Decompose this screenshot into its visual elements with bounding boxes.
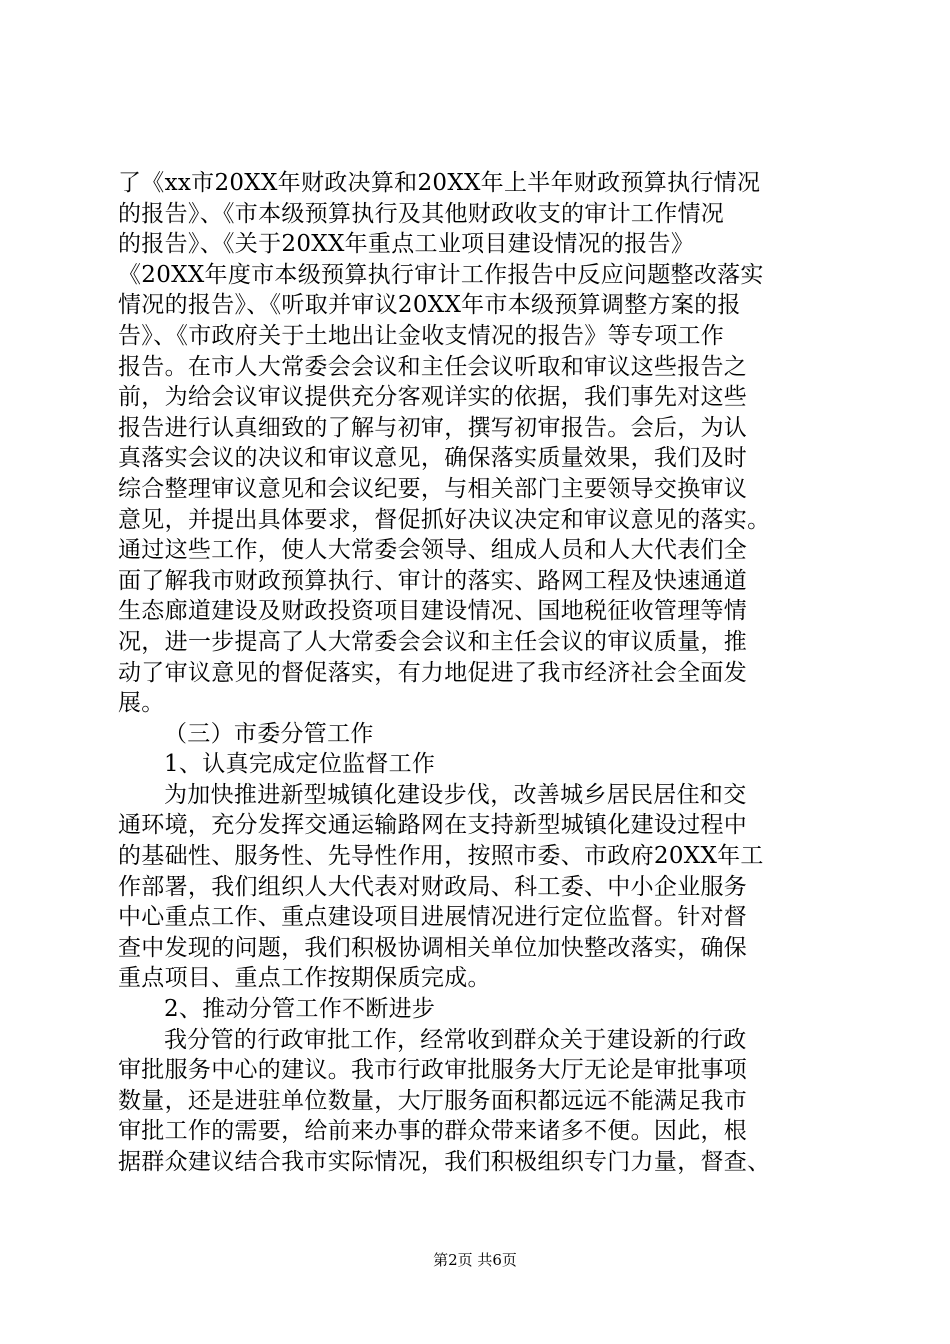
text-line: 审批服务中心的建议。我市行政审批服务大厅无论是审批事项 (118, 1057, 748, 1084)
text-line: 动了审议意见的督促落实，有力地促进了我市经济社会全面发 (118, 659, 748, 686)
text-line: （三）市委分管工作 (164, 720, 374, 747)
text-line: 中心重点工作、重点建设项目进展情况进行定位监督。针对督 (118, 904, 748, 931)
text-line: 作部署，我们组织人大代表对财政局、科工委、中小企业服务 (118, 873, 748, 900)
text-line: 况，进一步提高了人大常委会会议和主任会议的审议质量，推 (118, 628, 748, 655)
text-line: 数量，还是进驻单位数量，大厅服务面积都远远不能满足我市 (118, 1087, 748, 1114)
text-line: 了《xx市20XX年财政决算和20XX年上半年财政预算执行情况 (118, 170, 761, 196)
text-line: 意见，并提出具体要求，督促抓好决议决定和审议意见的落实。 (118, 506, 771, 533)
text-line: 告》、《市政府关于土地出让金收支情况的报告》等专项工作 (118, 322, 725, 349)
text-line: 的报告》、《关于20XX年重点工业项目建设情况的报告》 (118, 231, 695, 258)
page-number-footer: 第2页 共6页 (433, 1251, 517, 1269)
document-body (118, 168, 858, 1178)
text-line: 我分管的行政审批工作，经常收到群众关于建设新的行政 (164, 1026, 747, 1053)
text-line: 通过这些工作，使人大常委会领导、组成人员和人大代表们全 (118, 537, 748, 564)
text-line: 报告进行认真细致的了解与初审，撰写初审报告。会后，为认 (118, 414, 748, 441)
text-line: 面了解我市财政预算执行、审计的落实、路网工程及快速通道 (118, 567, 748, 594)
text-line: 据群众建议结合我市实际情况，我们积极组织专门力量，督查、 (118, 1149, 771, 1175)
text-line: 《20XX年度市本级预算执行审计工作报告中反应问题整改落实 (118, 261, 764, 288)
text-line: 报告。在市人大常委会会议和主任会议听取和审议这些报告之 (118, 353, 748, 380)
text-line: 查中发现的问题，我们积极协调相关单位加快整改落实，确保 (118, 934, 748, 961)
text-line: 1、认真完成定位监督工作 (164, 751, 436, 778)
text-line: 生态廊道建设及财政投资项目建设情况、国地税征收管理等情 (118, 598, 748, 625)
text-line: 真落实会议的决议和审议意见，确保落实质量效果，我们及时 (118, 445, 748, 472)
text-line: 展。 (118, 690, 165, 717)
text-line: 通环境，充分发挥交通运输路网在支持新型城镇化建设过程中 (118, 812, 748, 839)
text-line: 重点项目、重点工作按期保质完成。 (118, 965, 491, 992)
text-line: 审批工作的需要，给前来办事的群众带来诸多不便。因此，根 (118, 1118, 748, 1145)
text-line: 2、推动分管工作不断进步 (164, 996, 436, 1023)
text-line: 为加快推进新型城镇化建设步伐，改善城乡居民居住和交 (164, 781, 747, 808)
text-line: 的报告》、《市本级预算执行及其他财政收支的审计工作情况 (118, 200, 725, 227)
text-line: 综合整理审议意见和会议纪要，与相关部门主要领导交换审议 (118, 475, 748, 502)
text-line: 情况的报告》、《听取并审议20XX年市本级预算调整方案的报 (118, 292, 741, 319)
text-line: 前，为给会议审议提供充分客观详实的依据，我们事先对这些 (118, 384, 748, 411)
text-line: 的基础性、服务性、先导性作用，按照市委、市政府20XX年工 (118, 843, 764, 870)
